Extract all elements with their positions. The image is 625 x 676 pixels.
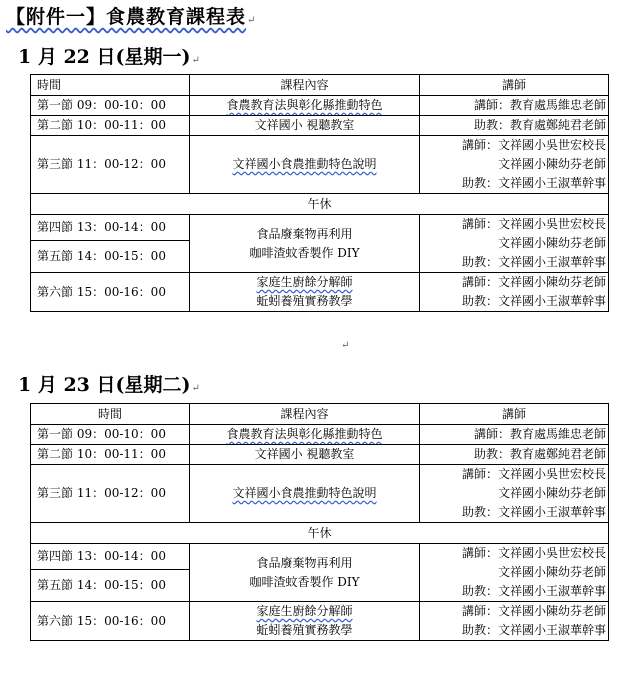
content-line: 蚯蚓養殖實務教學 bbox=[256, 623, 353, 637]
header-instructor: 講師 bbox=[420, 75, 609, 96]
content-line: 文祥國小食農推動特色說明 bbox=[232, 157, 377, 171]
instructor-cell bbox=[420, 273, 609, 312]
instructor-cell bbox=[420, 445, 609, 465]
instructor-cell bbox=[420, 136, 609, 194]
course-content bbox=[190, 136, 420, 194]
header-time: 時間 bbox=[31, 404, 190, 425]
instructor-line: 助教：教育處鄭純君老師 bbox=[473, 118, 606, 132]
paragraph-mark: ↵ bbox=[341, 340, 350, 351]
table-row bbox=[31, 273, 609, 312]
course-content bbox=[190, 425, 420, 445]
table-row bbox=[31, 116, 609, 136]
content-line: 文祥國小 視聽教室 bbox=[254, 118, 355, 132]
paragraph-mark: ↵ bbox=[191, 55, 200, 66]
content-line: 食農教育法與彰化縣推動特色 bbox=[226, 427, 383, 441]
instructor-cell bbox=[420, 215, 609, 273]
instructor-cell bbox=[420, 544, 609, 602]
instructor-line: 助教：文祥國小王淑華幹事 bbox=[461, 294, 606, 308]
period-time: 第四節 13：00-14：00 bbox=[31, 544, 190, 570]
instructor-line: 講師：文祥國小吳世宏校長 bbox=[461, 217, 606, 231]
course-content bbox=[190, 445, 420, 465]
instructor-cell bbox=[420, 116, 609, 136]
day-heading-2 bbox=[18, 370, 200, 397]
course-content bbox=[190, 96, 420, 116]
schedule-table-day-2 bbox=[30, 403, 609, 641]
instructor-line: 助教：教育處鄭純君老師 bbox=[473, 447, 606, 461]
instructor-line: 講師：教育處馬維忠老師 bbox=[473, 98, 606, 112]
lunch-break: 午休 bbox=[31, 194, 609, 215]
period-time: 第四節 13：00-14：00 bbox=[31, 215, 190, 241]
instructor-line: 助教：文祥國小王淑華幹事 bbox=[461, 623, 606, 637]
period-time: 第二節 10：00-11：00 bbox=[31, 116, 190, 136]
instructor-line: 講師：文祥國小吳世宏校長 bbox=[461, 138, 606, 152]
course-content bbox=[190, 544, 420, 602]
table-row bbox=[31, 544, 609, 570]
period-time: 第五節 14：00-15：00 bbox=[31, 241, 190, 273]
table-header-row bbox=[31, 404, 609, 425]
instructor-cell bbox=[420, 602, 609, 641]
course-content bbox=[190, 602, 420, 641]
paragraph-mark: ↵ bbox=[247, 15, 257, 26]
header-content: 課程內容 bbox=[190, 75, 420, 96]
period-time: 第五節 14：00-15：00 bbox=[31, 570, 190, 602]
table-row bbox=[31, 602, 609, 641]
period-time: 第三節 11：00-12：00 bbox=[31, 136, 190, 194]
course-content bbox=[190, 465, 420, 523]
course-content bbox=[190, 215, 420, 273]
content-line: 蚯蚓養殖實務教學 bbox=[256, 294, 353, 308]
content-line: 食農教育法與彰化縣推動特色 bbox=[226, 98, 383, 112]
header-content: 課程內容 bbox=[190, 404, 420, 425]
content-line: 文祥國小食農推動特色說明 bbox=[232, 486, 377, 500]
instructor-line: 講師：文祥國小陳幼芬老師 bbox=[461, 275, 606, 289]
title-text: 【附件一】食農教育課程表 bbox=[6, 6, 247, 28]
day-heading-text: 1 月 23 日(星期二) bbox=[18, 374, 191, 396]
document-title bbox=[6, 2, 256, 29]
instructor-line: 文祥國小陳幼芬老師 bbox=[497, 486, 606, 500]
period-time: 第六節 15：00-16：00 bbox=[31, 602, 190, 641]
course-content bbox=[190, 273, 420, 312]
course-content bbox=[190, 116, 420, 136]
lunch-row bbox=[31, 523, 609, 544]
content-line: 食品廢棄物再利用 bbox=[256, 226, 353, 241]
lunch-row bbox=[31, 194, 609, 215]
instructor-line: 講師：教育處馬維忠老師 bbox=[473, 427, 606, 441]
table-row bbox=[31, 425, 609, 445]
instructor-line: 文祥國小陳幼芬老師 bbox=[497, 565, 606, 579]
instructor-cell bbox=[420, 425, 609, 445]
instructor-line: 講師：文祥國小陳幼芬老師 bbox=[461, 604, 606, 618]
day-heading-text: 1 月 22 日(星期一) bbox=[18, 46, 191, 68]
table-header-row bbox=[31, 75, 609, 96]
table-row bbox=[31, 445, 609, 465]
instructor-line: 助教：文祥國小王淑華幹事 bbox=[461, 505, 606, 519]
lunch-break: 午休 bbox=[31, 523, 609, 544]
header-instructor: 講師 bbox=[420, 404, 609, 425]
day-heading-1 bbox=[18, 42, 200, 69]
content-line: 家庭生廚餘分解師 bbox=[256, 604, 353, 618]
period-time: 第三節 11：00-12：00 bbox=[31, 465, 190, 523]
content-line: 家庭生廚餘分解師 bbox=[256, 275, 353, 289]
period-time: 第一節 09：00-10：00 bbox=[31, 425, 190, 445]
instructor-line: 文祥國小陳幼芬老師 bbox=[497, 157, 606, 171]
period-time: 第一節 09：00-10：00 bbox=[31, 96, 190, 116]
instructor-line: 文祥國小陳幼芬老師 bbox=[497, 236, 606, 250]
instructor-cell bbox=[420, 96, 609, 116]
content-line: 咖啡渣蚊香製作 DIY bbox=[249, 245, 360, 260]
table-row bbox=[31, 215, 609, 241]
instructor-line: 講師：文祥國小吳世宏校長 bbox=[461, 467, 606, 481]
instructor-cell bbox=[420, 465, 609, 523]
instructor-line: 助教：文祥國小王淑華幹事 bbox=[461, 584, 606, 598]
content-line: 咖啡渣蚊香製作 DIY bbox=[249, 574, 360, 589]
content-line: 文祥國小 視聽教室 bbox=[254, 447, 355, 461]
instructor-line: 助教：文祥國小王淑華幹事 bbox=[461, 176, 606, 190]
instructor-line: 助教：文祥國小王淑華幹事 bbox=[461, 255, 606, 269]
header-time: 時間 bbox=[31, 75, 190, 96]
period-time: 第二節 10：00-11：00 bbox=[31, 445, 190, 465]
table-row bbox=[31, 96, 609, 116]
instructor-line: 講師：文祥國小吳世宏校長 bbox=[461, 546, 606, 560]
table-row bbox=[31, 465, 609, 523]
schedule-table-day-1 bbox=[30, 74, 609, 312]
table-row bbox=[31, 136, 609, 194]
paragraph-mark: ↵ bbox=[191, 383, 200, 394]
period-time: 第六節 15：00-16：00 bbox=[31, 273, 190, 312]
content-line: 食品廢棄物再利用 bbox=[256, 555, 353, 570]
